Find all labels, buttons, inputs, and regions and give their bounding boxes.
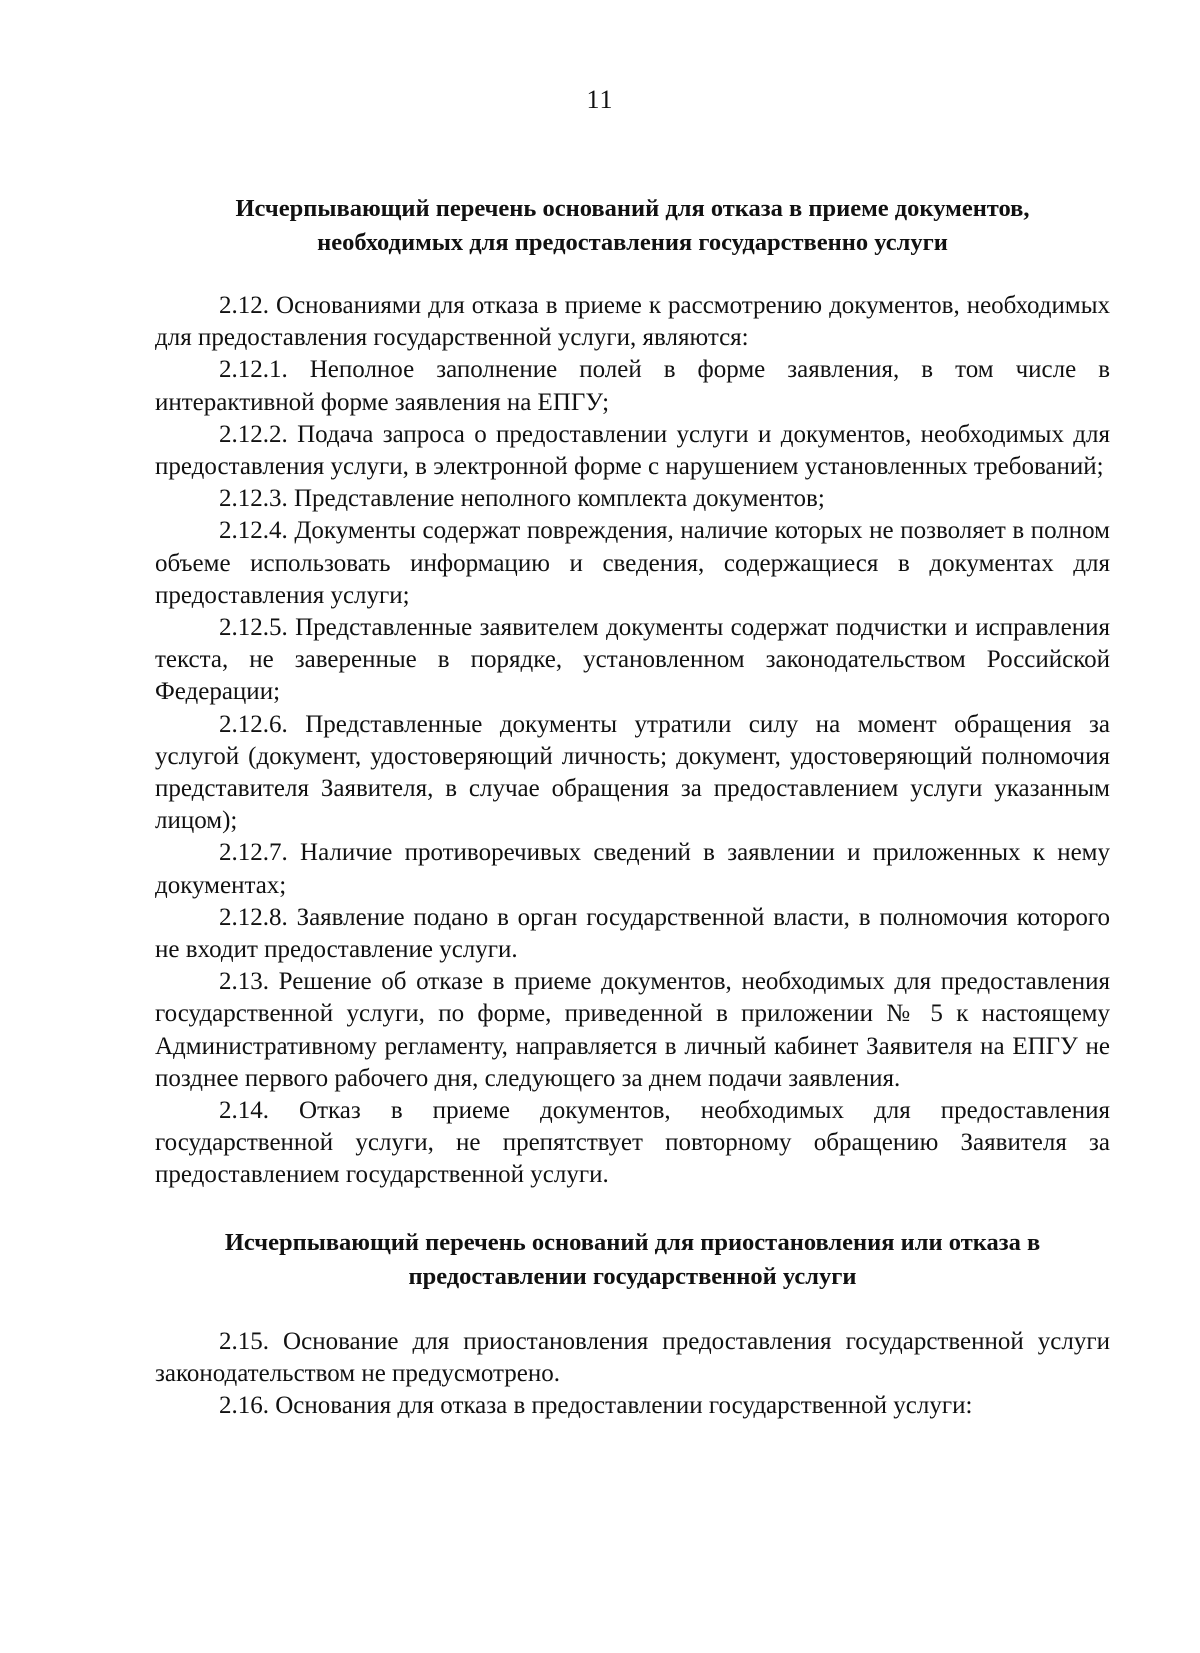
- section-body-refusal-acceptance: [155, 290, 1110, 1192]
- paragraph-2-14: 2.14. Отказ в приеме документов, необходимых для предоставления государственной услуги, не препятствует повторному обращению Заявителя за предоставлением государственной услуги.: [155, 1097, 1110, 1189]
- paragraph-2-12-1: 2.12.1. Неполное заполнение полей в форме заявления, в том числе в интерактивной форме заявления на ЕПГУ;: [155, 356, 1110, 416]
- paragraph-2-12-3: 2.12.3. Представление неполного комплекта документов;: [219, 485, 825, 513]
- page-number: 11: [586, 85, 614, 114]
- paragraph-2-12: 2.12. Основаниями для отказа в приеме к рассмотрению документов, необходимых для предоставления государственной услуги, являются:: [155, 292, 1110, 352]
- heading-line: предоставлении государственной услуги: [408, 1262, 857, 1290]
- paragraph-2-12-7: 2.12.7. Наличие противоречивых сведений в заявлении и приложенных к нему документах;: [155, 839, 1110, 899]
- paragraph-2-13: 2.13. Решение об отказе в приеме документов, необходимых для предоставления государственной услуги, по форме, приведенной в приложении № 5 к настоящему Административному регламенту, направляется в личный кабинет Заявителя на ЕПГУ не позднее первого рабочего дня, следующего за днем подачи заявления.: [155, 968, 1110, 1092]
- paragraph-2-15: 2.15. Основание для приостановления предоставления государственной услуги законодательством не предусмотрено.: [155, 1327, 1110, 1387]
- heading-line: Исчерпывающий перечень оснований для приостановления или отказа в: [224, 1228, 1041, 1256]
- document-content: [155, 192, 1110, 1422]
- paragraph-2-12-4: 2.12.4. Документы содержат повреждения, наличие которых не позволяет в полном объеме использовать информацию и сведения, содержащиеся в документах для предоставления услуги;: [155, 517, 1110, 609]
- paragraph-2-16: 2.16. Основания для отказа в предоставлении государственной услуги:: [219, 1392, 973, 1420]
- paragraph-2-12-8: 2.12.8. Заявление подано в орган государственной власти, в полномочия которого не входит предоставление услуги.: [155, 903, 1110, 964]
- paragraph-2-12-6: 2.12.6. Представленные документы утратили силу на момент обращения за услугой (документ, удостоверяющий личность; документ, удостоверяющий полномочия представителя Заявителя, в случае обращения за предоставлением услуги указанным лицом);: [155, 710, 1110, 835]
- paragraph-2-12-5: 2.12.5. Представленные заявителем документы содержат подчистки и исправления текста, не заверенные в порядке, установленном законодательством Российской Федерации;: [155, 614, 1110, 706]
- section-heading-refusal-acceptance: [155, 192, 1110, 260]
- heading-line: необходимых для предоставления государственно услуги: [317, 229, 948, 256]
- paragraph-2-12-2: 2.12.2. Подача запроса о предоставлении услуги и документов, необходимых для предоставления услуги, в электронной форме с нарушением установленных требований;: [155, 420, 1110, 481]
- heading-line: Исчерпывающий перечень оснований для отказа в приеме документов,: [235, 195, 1030, 222]
- section-heading-suspension-refusal: [155, 1226, 1110, 1294]
- section-body-suspension-refusal: [155, 1326, 1110, 1423]
